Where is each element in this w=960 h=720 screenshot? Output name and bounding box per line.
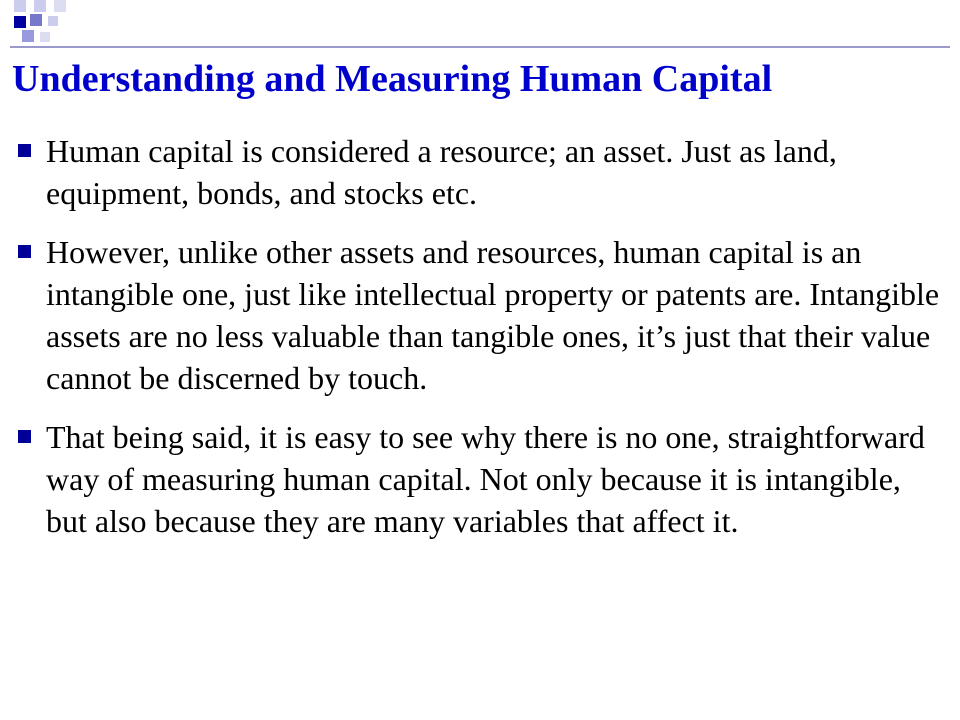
square-light-2 (34, 0, 46, 12)
square-bullet-icon (18, 144, 31, 157)
bullet-item (0, 231, 960, 399)
bullet-item (0, 130, 960, 214)
bullet-text: Human capital is considered a resource; an asset. Just as land, equipment, bonds, and stocks etc. (46, 133, 837, 211)
square-bullet-icon (18, 245, 31, 258)
square-light-4 (48, 16, 58, 26)
bullet-text: However, unlike other assets and resources, human capital is an intangible one, just like intellectual property or patents are. Intangible assets are no less valuable than tangible ones, it’s just that their value cannot be discerned by touch. (46, 234, 940, 396)
bullet-list (0, 130, 960, 559)
square-bullet-icon (18, 430, 31, 443)
square-light-5 (40, 32, 50, 42)
square-dark (14, 16, 26, 28)
square-light-3 (54, 0, 66, 12)
title-separator-line (10, 46, 950, 48)
square-mid-2 (22, 30, 34, 42)
bullet-item (0, 416, 960, 542)
decorative-squares-icon (0, 0, 80, 60)
bullet-text: That being said, it is easy to see why there is no one, straightforward way of measuring human capital. Not only because it is intangible, but also because they are many variables that affect it. (46, 419, 925, 539)
square-light-1 (14, 0, 26, 12)
square-mid-1 (30, 14, 42, 26)
slide-title: Understanding and Measuring Human Capital (12, 58, 773, 100)
